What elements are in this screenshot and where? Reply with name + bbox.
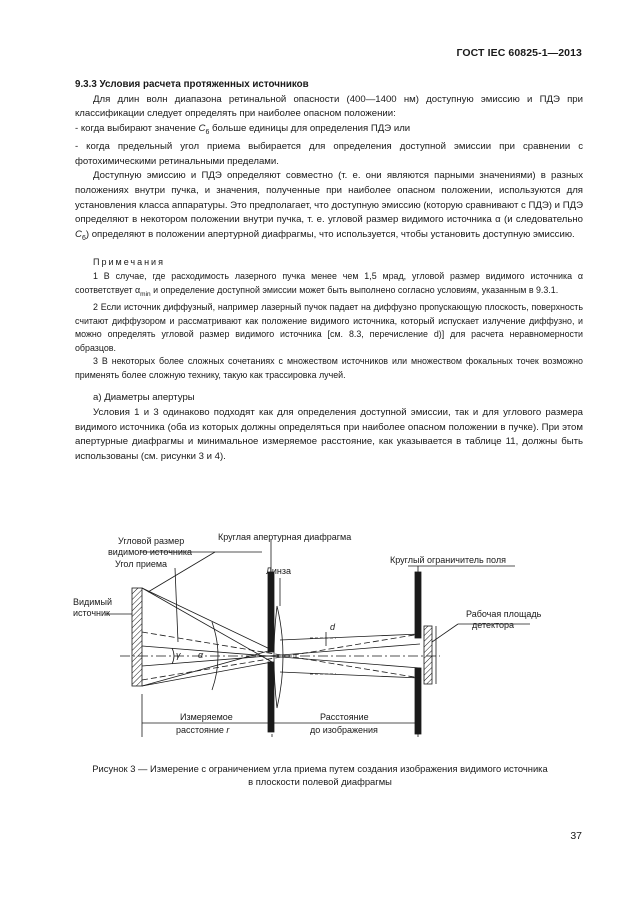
gamma-arc: [172, 648, 174, 664]
field-stop-top: [415, 572, 421, 638]
symbol-alpha: α: [135, 284, 141, 295]
label-angular-size-2: видимого источника: [108, 547, 193, 557]
label-aperture: Круглая апертурная диафрагма: [218, 532, 352, 542]
symbol-alpha: α: [198, 650, 204, 660]
aperture-plate-top: [268, 572, 274, 652]
caption-line-1: Рисунок 3 — Измерение с ограничением угла приема путем создания изображения видимого источника: [92, 763, 548, 774]
note-3: 3 В некоторых более сложных сочетаниях с множеством источников или множеством фокальных точек возможно применять более сложную технику, такую как трассировка лучей.: [75, 356, 583, 380]
note-1: [75, 270, 583, 301]
label-source-1: Видимый: [73, 597, 112, 607]
figure-caption: [60, 762, 580, 788]
note-2: 2 Если источник диффузный, например лазерный пучок падает на диффузно пропускающую плоскость, поверхность считают диффузором и рассматривают как положение видимого источника, который испускает излучение диффузно, и можно определять угловой размер видимого источника [см. 8.3, перечисление d)] для расчета неравномерности образцов.: [75, 301, 583, 353]
label-lens: Линза: [266, 566, 292, 576]
figure-3-diagram: [0, 522, 630, 752]
spacer: [75, 382, 583, 391]
caption-line-2: в плоскости полевой диафрагмы: [248, 776, 392, 787]
paragraph-2-text-a: Доступную эмиссию и ПДЭ определяют совместно (т. е. они являются парными значениями) в разных положениях внутри пучка, и значения, полученные при наиболее опасном положении, используются для установления класса аппаратуры. Это предполагает, что доступную эмиссию (которую сравнивают с ПДЭ) и ПДЭ определяют в некотором положении внутри пучка, т. е. угловой размер видимого источника α (и следовательно: [75, 170, 583, 226]
paragraph-1: Для длин волн диапазона ретинальной опасности (400—1400 нм) доступную эмиссию и ПДЭ при классификации следует определять при наиболее опасном положении:: [75, 93, 583, 120]
label-source-2: источник: [73, 608, 110, 618]
label-measured-1: Измеряемое: [180, 712, 233, 722]
label-acceptance: Угол приема: [115, 559, 168, 569]
standard-header: ГОСТ IEC 60825-1—2013: [456, 47, 582, 59]
symbol-c: C: [198, 122, 206, 134]
symbol-c: C: [75, 228, 82, 240]
bullet-1: [75, 122, 583, 141]
note-1-text-b: и определение доступной эмиссии может быть выполнено согласно условиям, указанным в 9.3.1.: [150, 284, 559, 295]
detector: [424, 626, 432, 684]
paragraph-2: [75, 169, 583, 246]
notes-title: Примечания: [93, 257, 165, 268]
bullet-2: - когда предельный угол приема выбирается для определения доступной эмиссии при сравнении с фотохимическими ретинальными пределами.: [75, 141, 583, 167]
source-block: [132, 588, 142, 686]
label-angular-size-1: Угловой размер: [118, 536, 185, 546]
label-image-1: Расстояние: [320, 712, 369, 722]
symbol-d: d: [330, 622, 336, 632]
label-measured-2-text: расстояние: [176, 725, 227, 735]
aperture-plate-bottom: [268, 662, 274, 732]
apertures-title: а) Диаметры апертуры: [93, 392, 195, 404]
page-number: 37: [570, 830, 582, 842]
note-1-text-a: 1 В случае, где расходимость лазерного пучка менее чем 1,5 мрад, угловой размер видимого источника α соответствует: [75, 270, 583, 295]
symbol-c-sub: 6: [205, 128, 210, 136]
section-body: [75, 78, 583, 464]
label-image-2: до изображения: [310, 725, 378, 735]
label-field-stop: Круглый ограничитель поля: [390, 555, 506, 565]
symbol-r: r: [226, 725, 230, 735]
label-measured-2: [176, 725, 230, 735]
section-title: 9.3.3 Условия расчета протяженных источников: [75, 79, 309, 90]
bullet-1-text-a: - когда выбирают значение: [75, 122, 199, 134]
label-detector-1: Рабочая площадь: [466, 609, 542, 619]
symbol-alpha-sub: min: [140, 290, 151, 298]
apertures-paragraph: Условия 1 и 3 одинаково подходят как для определения доступной эмиссии, так и для углового размера видимого источника (оба из которых должны определяться при наиболее опасном положении в пучке). При этом апертурные диафрагмы и минимальное измеряемое расстояние, как указывается в таблице 11, должны быть использованы (см. рисунки 3 и 4).: [75, 407, 583, 462]
label-detector-2: детектора: [472, 620, 515, 630]
symbol-c-sub: 6: [81, 234, 86, 242]
paragraph-2-text-b: ) определяют в положении апертурной диафрагмы, что используется, чтобы установить доступную эмиссию.: [85, 228, 575, 240]
symbol-gamma: γ: [176, 650, 181, 660]
bullet-1-text-b: больше единицы для определения ПДЭ или: [209, 122, 411, 134]
